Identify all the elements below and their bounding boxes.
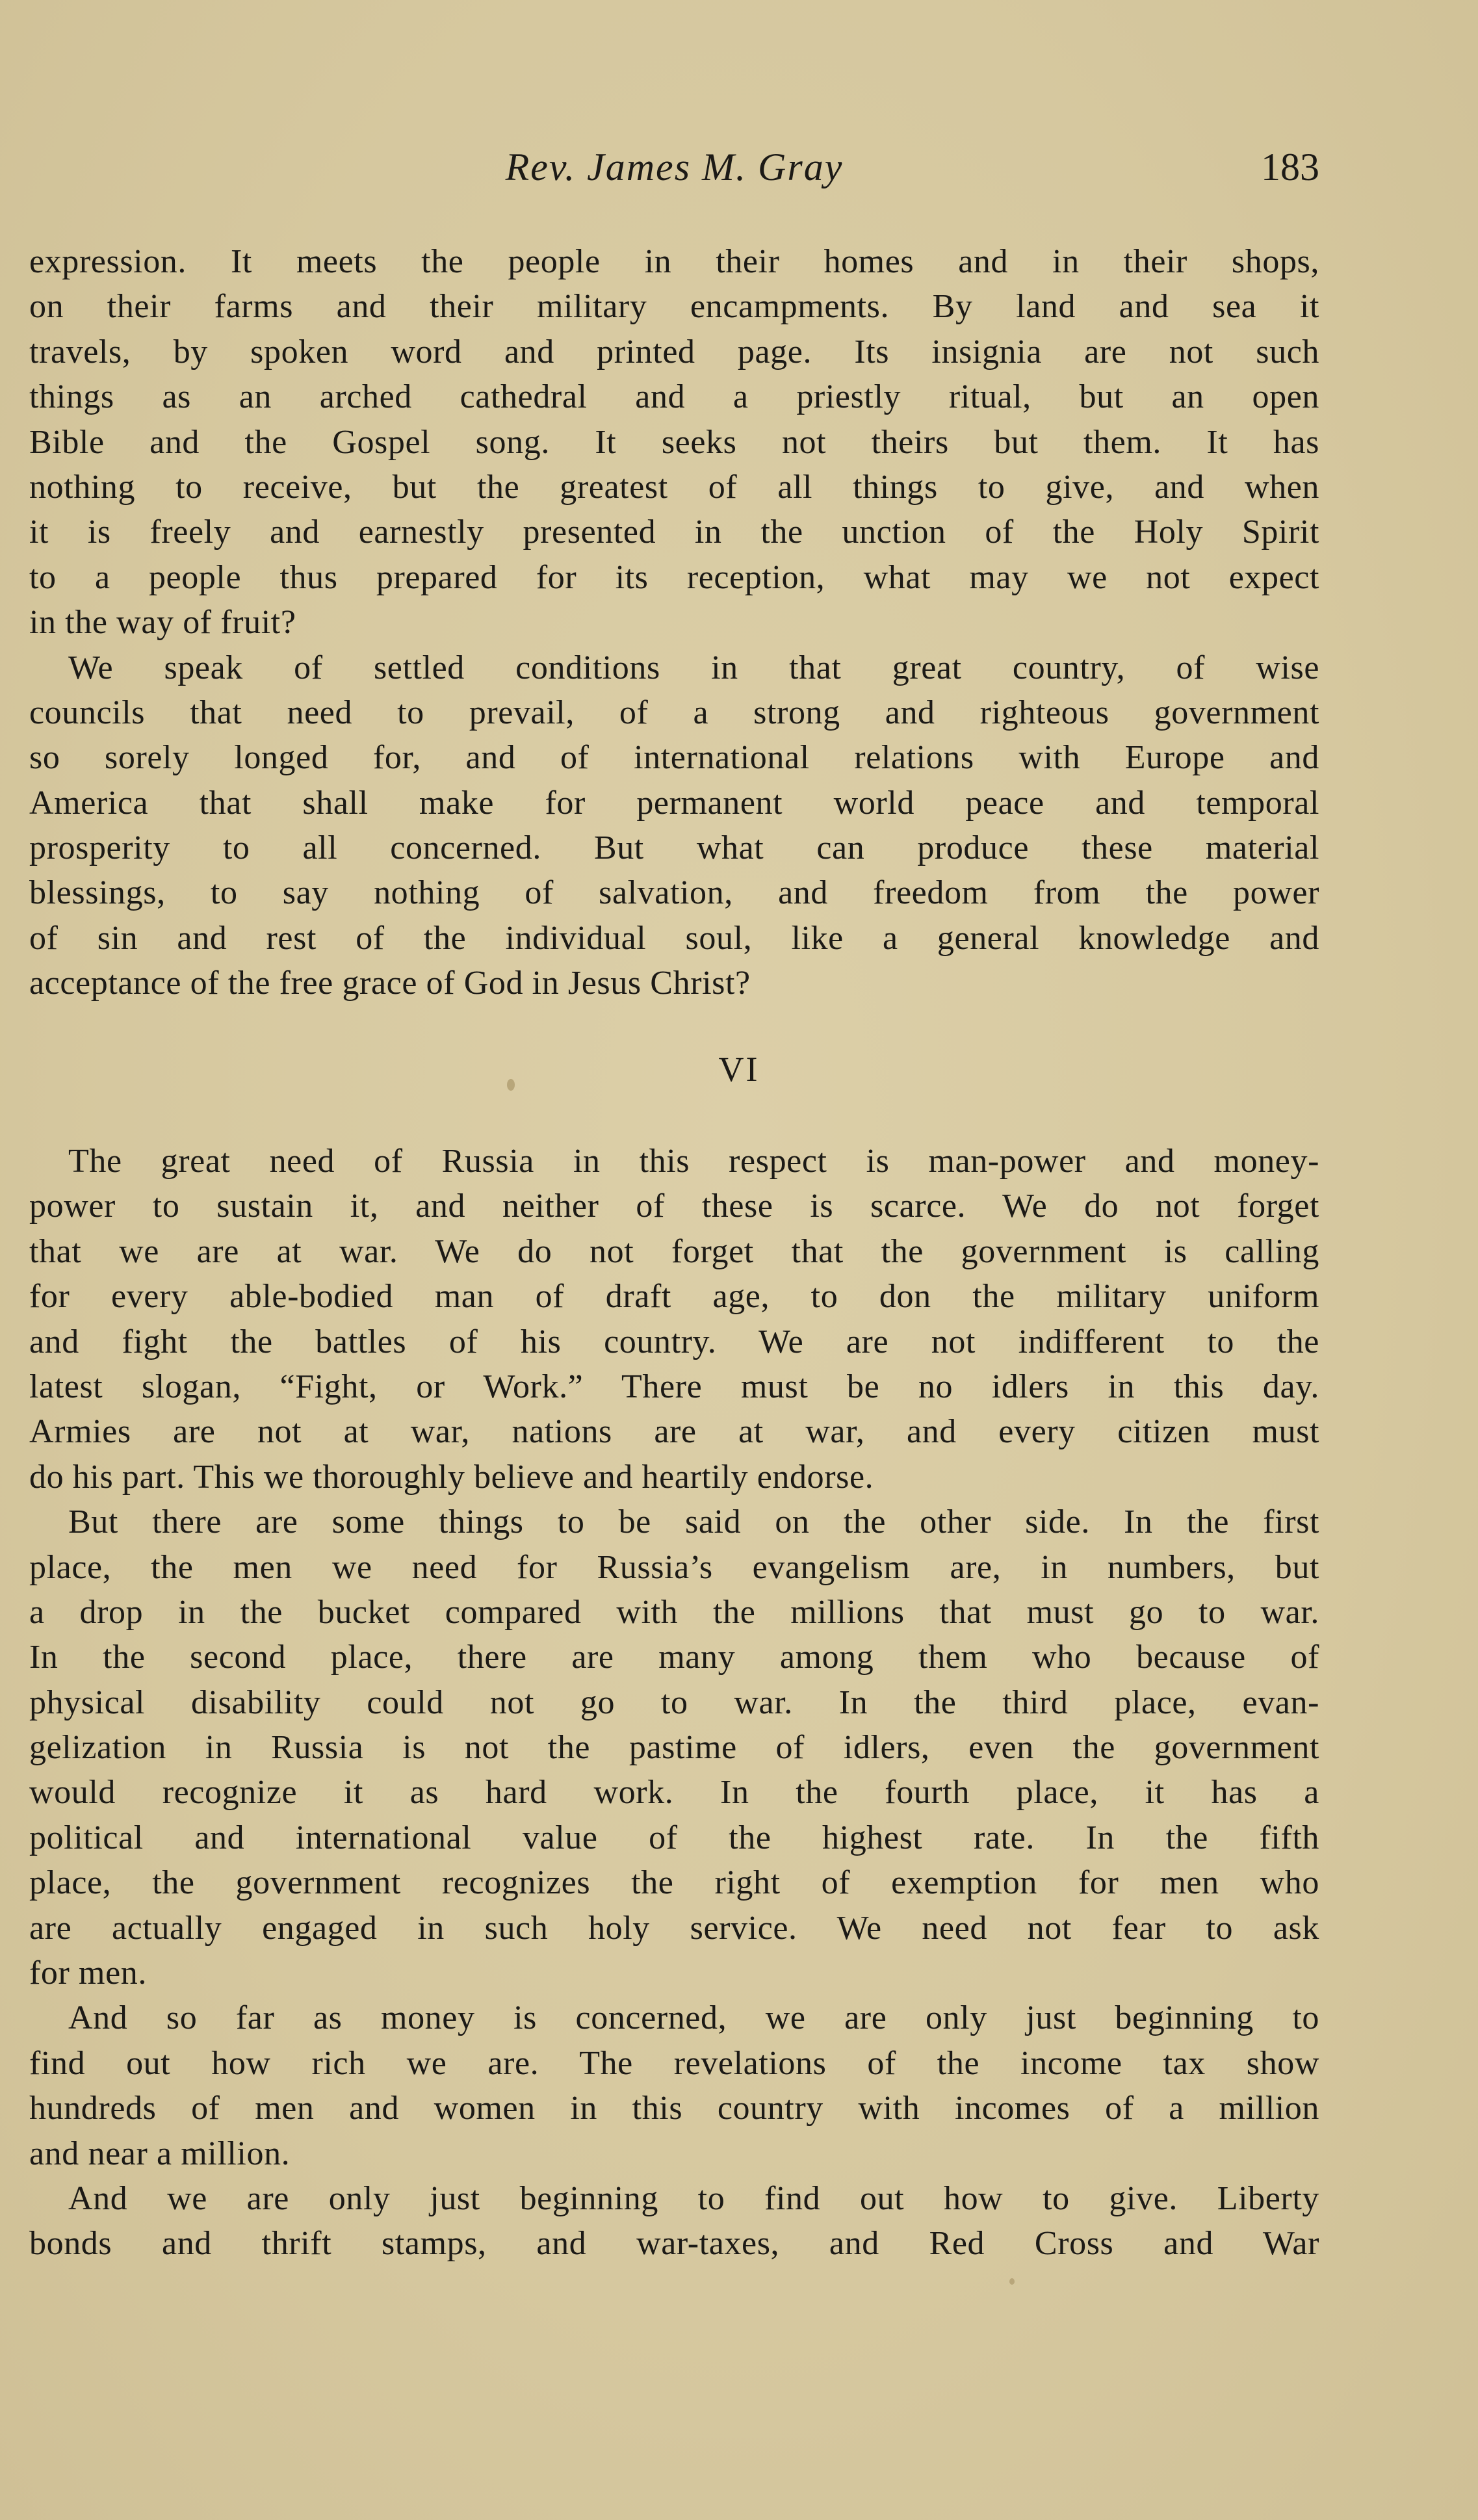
- running-head: Rev. James M. Gray: [505, 146, 844, 188]
- text-line: for men.: [29, 1955, 147, 1992]
- text-line: physical disability could not go to war. In the third place, evan-: [29, 1683, 1319, 1721]
- text-line: a drop in the bucket compared with the millions that must go to war.: [29, 1593, 1319, 1631]
- text-line: latest slogan, “Fight, or Work.” There must be no idlers in this day.: [29, 1368, 1319, 1405]
- page-number: 183: [1261, 146, 1319, 188]
- text-line: acceptance of the free grace of God in Jesus Christ?: [29, 965, 751, 1002]
- text-line: and near a million.: [29, 2135, 291, 2172]
- text-line: in the way of fruit?: [29, 604, 296, 642]
- text-line: And we are only just beginning to find out how to give. Liberty: [68, 2179, 1319, 2217]
- text-line: travels, by spoken word and printed page. Its insignia are not such: [29, 333, 1319, 370]
- text-line: blessings, to say nothing of salvation, and freedom from the power: [29, 874, 1319, 912]
- page-header: [29, 138, 1319, 196]
- text-line: expression. It meets the people in their homes and in their shops,: [29, 243, 1319, 280]
- text-line: of sin and rest of the individual soul, like a general knowledge and: [29, 919, 1319, 957]
- text-line: for every able-bodied man of draft age, to don the military uniform: [29, 1278, 1319, 1316]
- text-block-1: [29, 239, 1319, 1006]
- text-line: that we are at war. We do not forget that the government is calling: [29, 1232, 1319, 1270]
- text-line: do his part. This we thoroughly believe and heartily endorse.: [29, 1458, 874, 1496]
- paper-speck: [507, 1079, 515, 1091]
- text-line: But there are some things to be said on the other side. In the first: [68, 1503, 1319, 1541]
- text-line: nothing to receive, but the greatest of all things to give, and when: [29, 468, 1319, 506]
- text-line: hundreds of men and women in this country with incomes of a million: [29, 2090, 1319, 2127]
- text-line: councils that need to prevail, of a strong and righteous government: [29, 694, 1319, 731]
- text-line: to a people thus prepared for its reception, what may we not expect: [29, 558, 1319, 596]
- text-line: would recognize it as hard work. In the fourth place, it has a: [29, 1774, 1319, 1812]
- paper-speck: [1009, 2278, 1015, 2285]
- text-line: find out how rich we are. The revelations of the income tax show: [29, 2044, 1319, 2082]
- text-line: And so far as money is concerned, we are only just beginning to: [68, 1999, 1319, 2037]
- text-line: The great need of Russia in this respect is man-power and money-: [68, 1143, 1319, 1180]
- text-line: We speak of settled conditions in that great country, of wise: [68, 649, 1319, 686]
- text-line: prosperity to all concerned. But what can produce these material: [29, 829, 1319, 867]
- section-heading: VI: [718, 1050, 760, 1089]
- text-block-2: [29, 1139, 1319, 2267]
- text-line: bonds and thrift stamps, and war-taxes, and Red Cross and War: [29, 2225, 1319, 2263]
- text-line: America that shall make for permanent world peace and temporal: [29, 784, 1319, 822]
- text-line: place, the men we need for Russia’s evangelism are, in numbers, but: [29, 1548, 1319, 1586]
- text-line: place, the government recognizes the right of exemption for men who: [29, 1864, 1319, 1902]
- text-line: In the second place, there are many among them who because of: [29, 1639, 1319, 1676]
- text-line: gelization in Russia is not the pastime of idlers, even the government: [29, 1729, 1319, 1767]
- text-line: political and international value of the highest rate. In the fifth: [29, 1819, 1319, 1856]
- text-line: it is freely and earnestly presented in the unction of the Holy Spirit: [29, 513, 1319, 551]
- text-line: on their farms and their military encampments. By land and sea it: [29, 288, 1319, 326]
- text-line: things as an arched cathedral and a priestly ritual, but an open: [29, 378, 1319, 416]
- text-line: Bible and the Gospel song. It seeks not theirs but them. It has: [29, 423, 1319, 461]
- text-line: power to sustain it, and neither of these is scarce. We do not forget: [29, 1188, 1319, 1225]
- text-line: are actually engaged in such holy service. We need not fear to ask: [29, 1909, 1319, 1947]
- text-line: and fight the battles of his country. We are not indifferent to the: [29, 1323, 1319, 1360]
- text-line: so sorely longed for, and of international relations with Europe and: [29, 739, 1319, 777]
- text-line: Armies are not at war, nations are at war, and every citizen must: [29, 1413, 1319, 1451]
